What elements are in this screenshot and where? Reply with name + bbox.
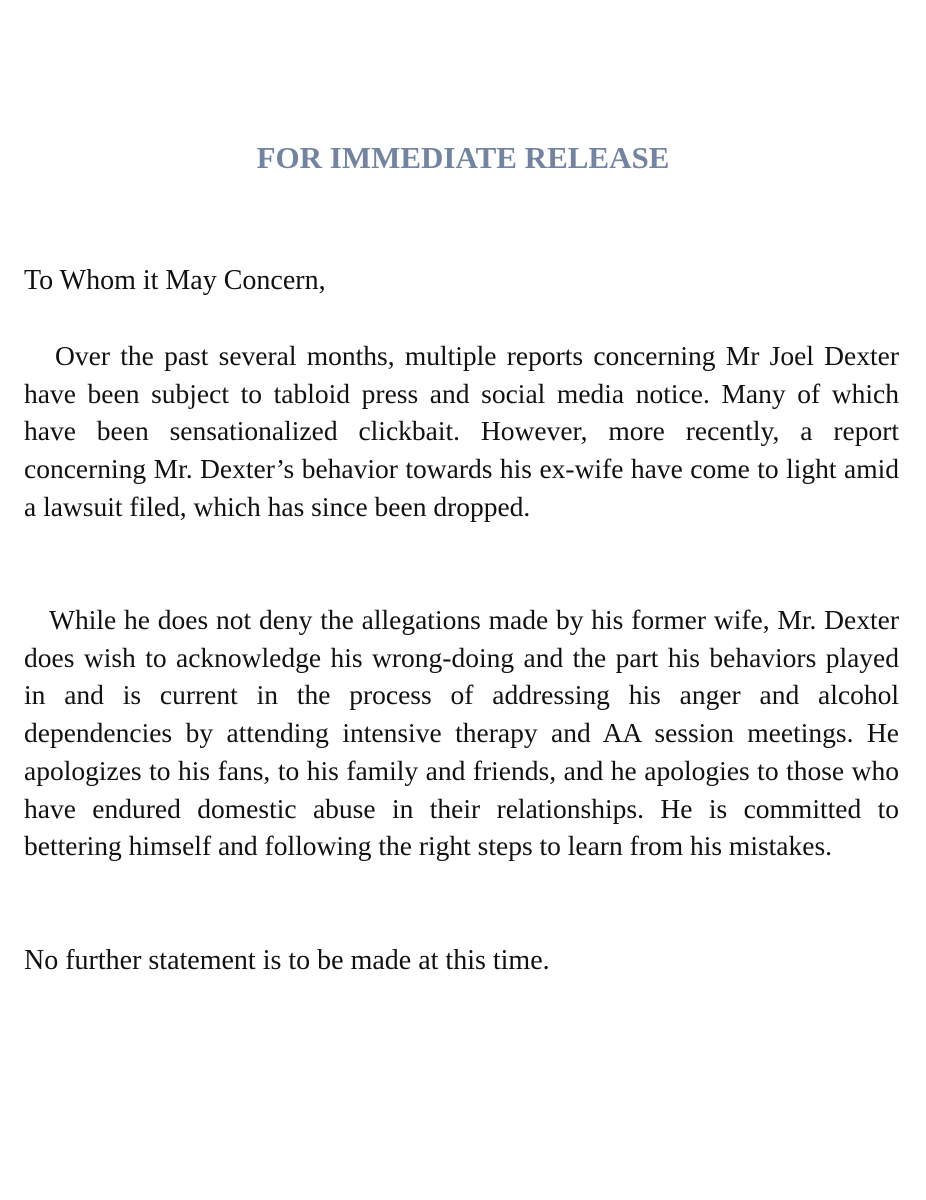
salutation: To Whom it May Concern,	[24, 265, 326, 296]
body-paragraph-1: Over the past several months, multiple reports concerning Mr Joel Dexter have been subject to tabloid press and social media notice. Many of which have been sensationalized clickbait. However, more recently, a report concerning Mr. Dexter’s behavior towards his ex-wife have come to light amid a lawsuit filed, which has since been dropped.	[24, 340, 899, 522]
body-paragraph-2: While he does not deny the allegations made by his former wife, Mr. Dexter does wish to acknowledge his wrong-doing and the part his behaviors played in and is current in the process of addressing his anger and alcohol dependencies by attending intensive therapy and AA session meetings. He apologizes to his fans, to his family and friends, and he apologies to those who have endured domestic abuse in their relationships. He is committed to bettering himself and following the right steps to learn from his mistakes.	[24, 604, 899, 862]
closing-statement: No further statement is to be made at this time.	[24, 945, 550, 976]
press-release-title: FOR IMMEDIATE RELEASE	[256, 140, 670, 175]
